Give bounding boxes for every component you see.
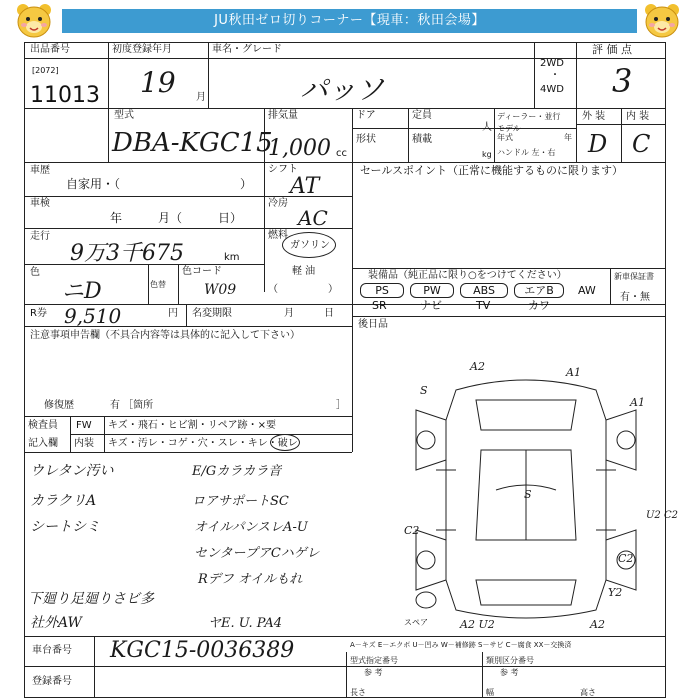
- displacement-label: 排気量: [268, 110, 298, 121]
- equip-tv: TV: [476, 299, 491, 312]
- recycle-unit: 円: [168, 308, 178, 319]
- diagram-spare-label: スペア: [404, 618, 428, 627]
- registration-label: 登録番号: [32, 676, 72, 687]
- diagram-mark-c2-right: C2: [618, 552, 634, 565]
- chassis-value: KGC15-0036389: [110, 638, 295, 663]
- later-items-label: 後日品: [358, 319, 388, 330]
- equip-ps: PS: [360, 283, 404, 298]
- capacity-unit: 人: [482, 122, 492, 133]
- recycle-value: 9,510: [64, 304, 122, 328]
- type-cert-label: 型式指定番号: [350, 656, 398, 665]
- displacement-value: 1,000: [268, 136, 331, 161]
- recycle-label: R券: [30, 308, 47, 319]
- shift-label: シフト: [268, 164, 298, 175]
- length-label: 長さ: [350, 688, 366, 697]
- diagram-mark-s-left: S: [420, 384, 428, 397]
- diagram-mark-a1-top: A1: [566, 366, 581, 379]
- note-2: カラクリA: [30, 493, 97, 509]
- exterior-label: 外 装: [582, 111, 606, 122]
- type-cert-ref: 参 考: [364, 668, 383, 677]
- model-year-label: モデル: [497, 124, 521, 133]
- diagram-mark-a2u2-bottom: A2 U2: [460, 618, 495, 631]
- diagram-mark-a1-right: A1: [630, 396, 645, 409]
- sales-point-label: セールスポイント（正常に機能するものに限ります）: [360, 164, 624, 177]
- color-change-label: 色替: [150, 280, 166, 289]
- diagram-mark-u2c2-right: U2 C2: [646, 510, 678, 521]
- drive-4wd: 4WD: [540, 84, 564, 95]
- note-1: ウレタン汚い: [30, 463, 114, 479]
- repair-history-label: 修復歴: [44, 400, 74, 411]
- displacement-unit: cc: [336, 148, 347, 159]
- equip-pw: PW: [410, 283, 454, 298]
- name-change-value: 月 日: [284, 308, 334, 319]
- fuel-label: 燃料: [268, 230, 288, 241]
- color-code-label: 色コード: [182, 266, 222, 277]
- notes-label: 注意事項申告欄（不具合内容等は具体的に記入して下さい）: [30, 330, 300, 341]
- mileage-value: 9万3千675: [70, 241, 184, 266]
- bear-mascot-icon-left: [14, 2, 54, 40]
- mileage-unit: km: [224, 252, 240, 263]
- dealer-label: ディーラー・並行: [497, 112, 561, 121]
- equip-abs: ABS: [460, 283, 508, 298]
- first-reg-year: 19: [140, 66, 176, 99]
- history-label: 車歴: [30, 165, 50, 176]
- equip-leather: カワ: [528, 299, 550, 312]
- color-label: 色: [30, 267, 40, 278]
- inner-label: 内装: [74, 438, 94, 449]
- color-value: ニD: [62, 279, 102, 304]
- drive-dot: ・: [550, 70, 560, 81]
- class-label: 類別区分番号: [486, 656, 534, 665]
- equipment-label: 装備品（純正品に限り○をつけてください）: [368, 270, 567, 281]
- fuel-gasoline-circle: [282, 232, 336, 258]
- fw-items: キズ・飛石・ヒビ割・リペア跡・×要: [108, 420, 276, 431]
- first-reg-label: 初度登録年月: [112, 44, 172, 55]
- note-right-5: Rデフ オイルもれ: [198, 572, 303, 587]
- lot-sub: [2072]: [32, 66, 59, 75]
- inspection-value: 年 月（ 日）: [110, 211, 243, 225]
- interior-grade: C: [632, 130, 651, 158]
- mileage-label: 走行: [30, 231, 50, 242]
- note-right-6: ヤE. U. PA4: [208, 616, 282, 631]
- diagram-mark-s-center: S: [524, 488, 532, 501]
- diagram-mark-a2-bottom: A2: [590, 618, 605, 631]
- inspector-label: 検査員: [28, 420, 58, 431]
- ac-value: AC: [298, 206, 328, 230]
- repair-history-value: 有 ［箇所: [110, 400, 154, 411]
- diagram-mark-a2-top: A2: [470, 360, 485, 373]
- fuel-other: （ ）: [268, 284, 338, 295]
- recorder-label: 記入欄: [28, 438, 58, 449]
- score-label: 評 価 点: [592, 43, 632, 56]
- repair-history-close: ］: [336, 400, 346, 411]
- model-value: DBA-KGC15: [112, 128, 273, 158]
- lot-label: 出品番号: [30, 44, 70, 55]
- equip-navi: ナビ: [420, 299, 442, 312]
- class-ref: 参 考: [500, 668, 519, 677]
- car-name-label: 車名・グレード: [212, 44, 282, 55]
- score-value: 3: [612, 62, 633, 100]
- new-warranty-label: 新車保証書: [614, 272, 654, 281]
- handle-label: ハンドル 左・右: [497, 148, 556, 157]
- bear-mascot-icon-right: [642, 2, 682, 40]
- new-warranty-value: 有・無: [620, 292, 650, 303]
- fw-label: FW: [76, 420, 92, 431]
- load-unit: kg: [482, 150, 492, 159]
- inner-items: キズ・汚レ・コゲ・穴・スレ・キレ・破レ: [108, 438, 298, 449]
- diagram-mark-y2: Y2: [608, 586, 623, 599]
- door-label: ドア: [356, 110, 376, 121]
- capacity-label: 定員: [412, 110, 432, 121]
- fuel-gasoline: ガソリン: [290, 240, 330, 251]
- color-code-value: W09: [204, 282, 237, 298]
- header: [0, 0, 700, 42]
- equip-airbag: エアB: [514, 283, 564, 298]
- diagram-mark-c2-left: C2: [404, 524, 420, 537]
- ac-label: 冷房: [268, 198, 288, 209]
- note-4: 下廻り足廻りさビ多: [28, 591, 154, 607]
- exterior-grade: D: [588, 130, 608, 158]
- inspection-label: 車検: [30, 198, 50, 209]
- equip-aw: AW: [578, 284, 596, 297]
- equip-sr: SR: [372, 299, 387, 312]
- model-year-unit: 年式: [497, 133, 513, 142]
- history-value: 自家用・（ ）: [66, 177, 253, 191]
- lot-number: 11013: [30, 83, 100, 108]
- shift-value: AT: [290, 174, 320, 199]
- fuel-diesel: 軽 油: [292, 266, 316, 277]
- damage-legend: A－キズ E－エクボ U－凹み W－補修跡 S－サビ C－腐食 XX－交換済: [350, 641, 572, 649]
- car-name-value: パッソ: [300, 73, 385, 106]
- model-year-yr: 年: [564, 133, 572, 142]
- note-right-3: オイルパンスレA-U: [194, 520, 308, 535]
- note-5: 社外AW: [30, 615, 82, 631]
- width-label: 幅: [486, 688, 494, 697]
- drive-2wd: 2WD: [540, 58, 564, 69]
- header-title: JU秋田ゼロ切りコーナー【現車：秋田会場】: [62, 9, 637, 33]
- model-label: 型式: [114, 110, 134, 121]
- note-right-2: ロアサポートSC: [192, 494, 289, 509]
- name-change-label: 名変期限: [192, 308, 232, 319]
- first-reg-month-unit: 月: [196, 92, 206, 103]
- height-label: 高さ: [580, 688, 596, 697]
- inner-scuff-circle: [270, 434, 300, 451]
- note-right-4: センタープアCハゲレ: [194, 546, 320, 561]
- interior-label: 内 装: [626, 111, 650, 122]
- chassis-label: 車台番号: [32, 645, 72, 656]
- load-label: 積載: [412, 134, 432, 145]
- shape-label: 形状: [356, 134, 376, 145]
- note-right-1: E/Gカラカラ音: [192, 464, 282, 479]
- note-3: シートシミ: [30, 519, 100, 535]
